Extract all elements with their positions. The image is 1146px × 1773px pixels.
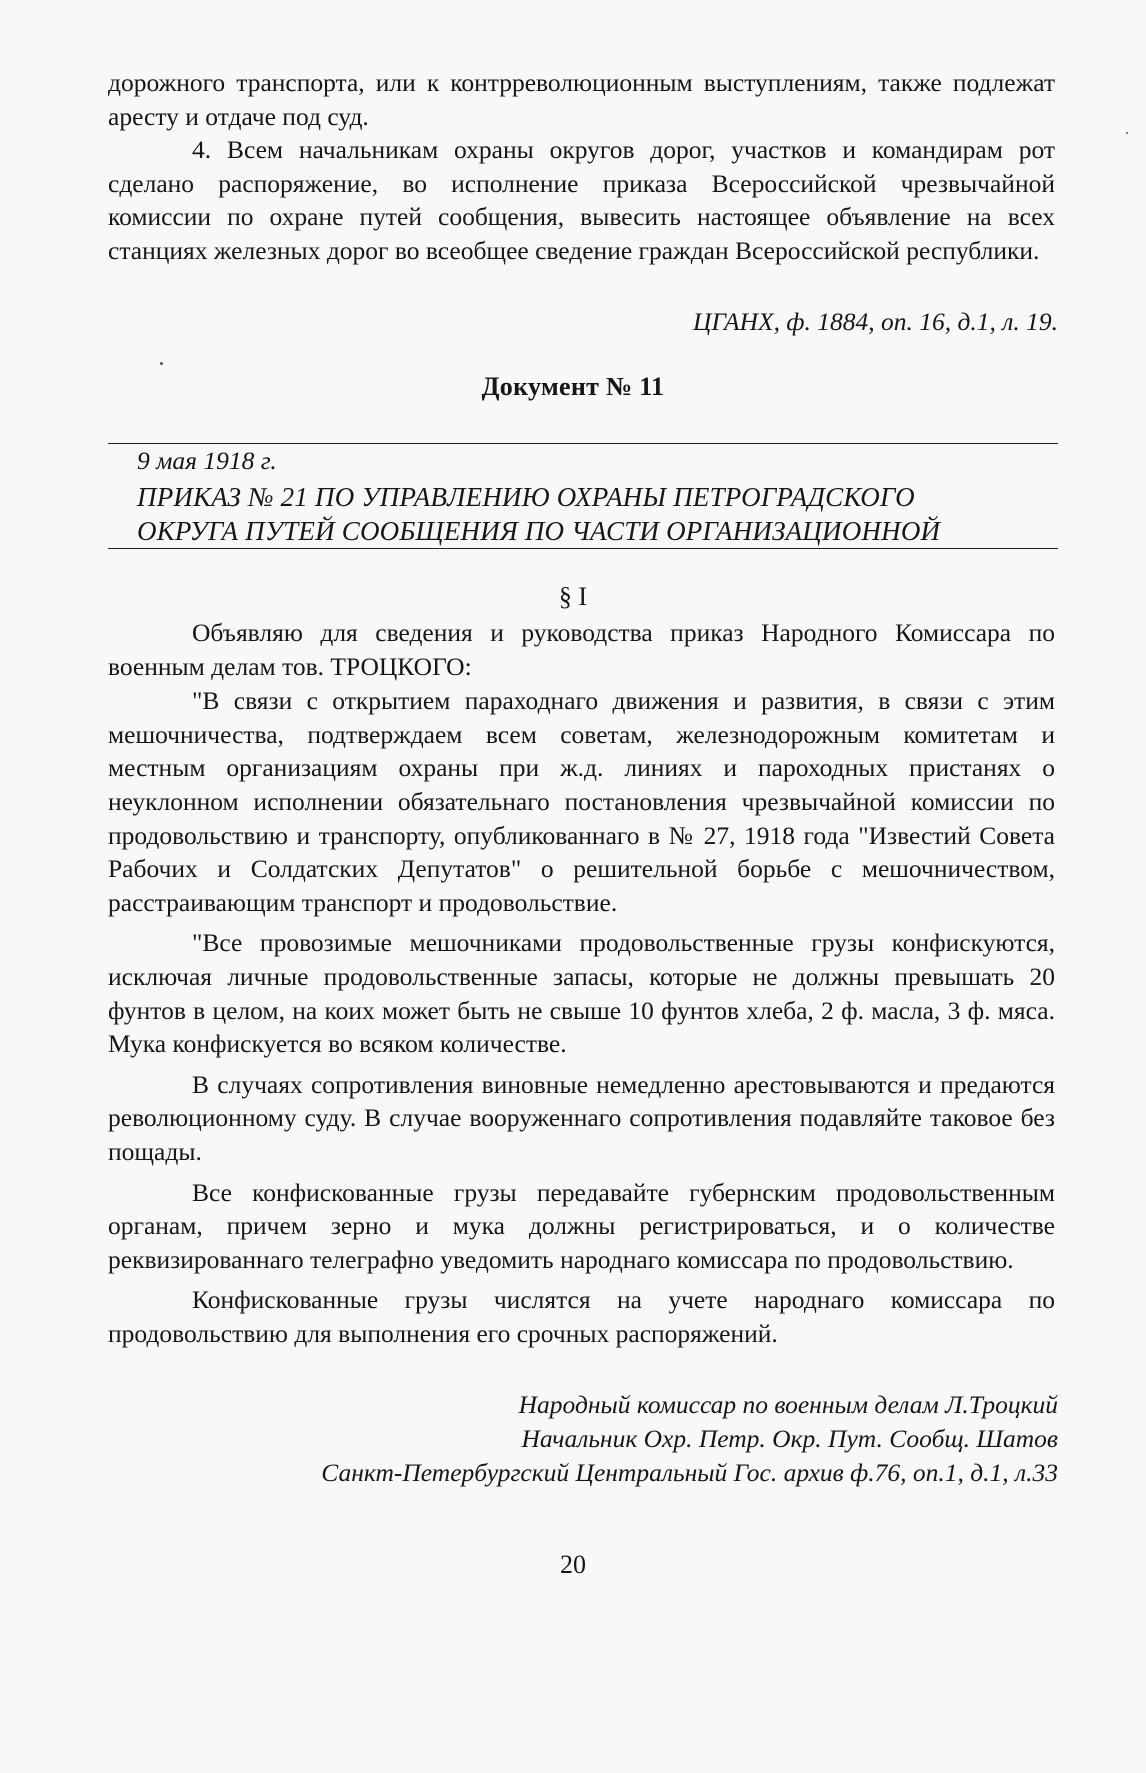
body-paragraph-1: Объявляю для сведения и руководства приказ Народного Комиссара по военным делам тов. ТРОЦКОГО: (108, 618, 1055, 681)
top-text-block (108, 66, 1055, 268)
bottom-rule (108, 548, 1058, 549)
top-paragraph-2: 4. Всем начальникам охраны округов дорог, участков и командирам рот сделано распоряжение, во исполнение приказа Всероссийской чрезвычайной комиссии по охране путей сообщения, вывесить настоящее объявление на всех станциях железных дорог во всеобщее сведение граждан Всероссийской республики. (108, 135, 1055, 265)
section-mark: § I (558, 582, 588, 611)
order-title (137, 480, 1057, 548)
scan-speck (1126, 132, 1128, 134)
order-title-line-2: ОКРУГА ПУТЕЙ СООБЩЕНИЯ ПО ЧАСТИ ОРГАНИЗАЦИОННОЙ (137, 516, 941, 546)
order-title-line-1: ПРИКАЗ № 21 ПО УПРАВЛЕНИЮ ОХРАНЫ ПЕТРОГРАДСКОГО (137, 482, 915, 512)
document-date: 9 мая 1918 г. (137, 446, 277, 475)
page-number: 20 (560, 1550, 586, 1579)
archive-source: Санкт-Петербургский Центральный Гос. архив ф.76, оп.1, д.1, л.33 (321, 1458, 1058, 1487)
body-paragraph-2: "В связи с открытием параходнаго движения и развития, в связи с этим мешочничества, подтверждаем всем советам, железнодорожным комитетам и местным организациям охраны при ж.д. линиях и пароходных пристанях о неуклонном исполнении обязательнаго постановления чрезвычайной комиссии по продовольствию и транспорту, опубликованнаго в № 27, 1918 года "Известий Совета Рабочих и Солдатских Депутатов" о решительной борьбе с мешочничеством, расстраивающим транспорт и продовольствие. (108, 686, 1055, 917)
order-body (108, 616, 1055, 1350)
body-paragraph-6: Конфискованные грузы числятся на учете народнаго комиссара по продовольствию для выполнения его срочных распоряжений. (108, 1285, 1055, 1348)
body-paragraph-4: В случаях сопротивления виновные немедленно арестовываются и предаются революционному суду. В случае вооруженнаго сопротивления подавляйте таковое без пощады. (108, 1069, 1055, 1166)
scan-speck (160, 362, 163, 365)
archive-citation: ЦГАНХ, ф. 1884, оп. 16, д.1, л. 19. (693, 307, 1058, 336)
signature-trotsky: Народный комиссар по военным делам Л.Троцкий (518, 1390, 1058, 1419)
body-paragraph-3: "Все провозимые мешочниками продовольственные грузы конфискуются, исключая личные продовольственные запасы, которые не должны превышать 20 фунтов в целом, на коих может быть не свыше 10 фунтов хлеба, 2 ф. масла, 3 ф. мяса. Мука конфискуется во всяком количестве. (108, 928, 1055, 1059)
top-paragraph-1: дорожного транспорта, или к контрреволюционным выступлениям, также подлежат аресту и отдаче под суд. (108, 68, 1055, 131)
top-rule (108, 443, 1058, 444)
document-heading: Документ № 11 (481, 372, 665, 401)
signature-shatov: Начальник Охр. Петр. Окр. Пут. Сообщ. Шатов (521, 1424, 1058, 1453)
body-paragraph-5: Все конфискованные грузы передавайте губернским продовольственным органам, причем зерно и мука должны регистрироваться, и о количестве реквизированнаго телеграфно уведомить народнаго комиссара по продовольствию. (108, 1177, 1055, 1274)
